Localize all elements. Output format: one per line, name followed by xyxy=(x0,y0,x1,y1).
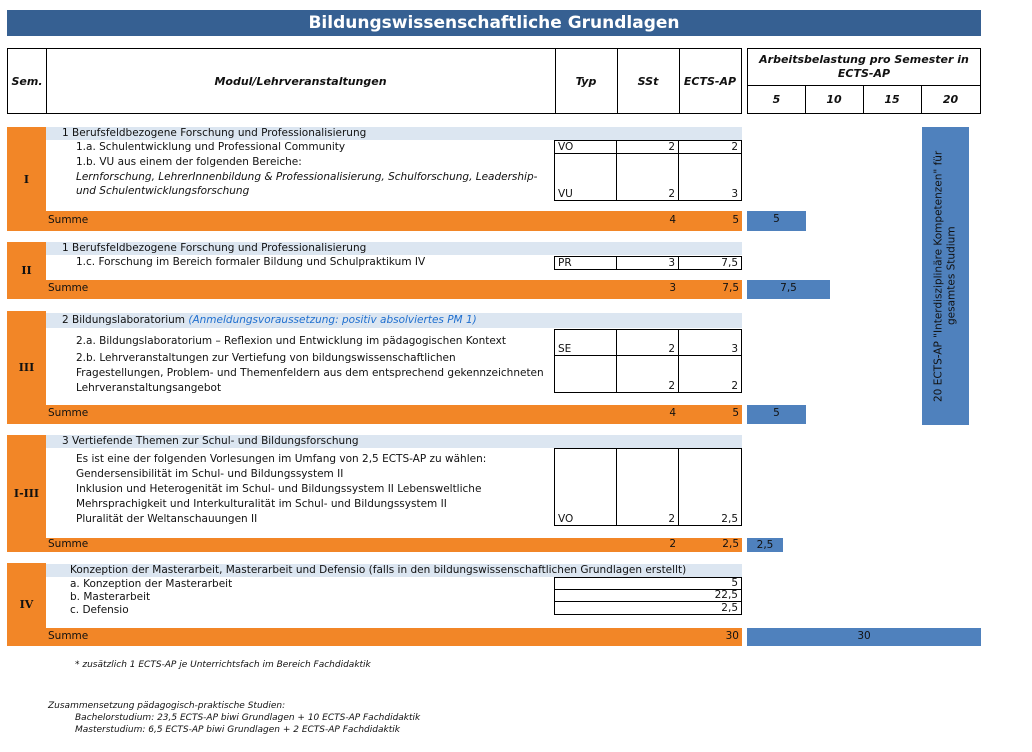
sum-label: Summe xyxy=(48,282,89,294)
course-intro: Es ist eine der folgenden Vorlesungen im Umfang von 2,5 ECTS-AP zu wählen: xyxy=(76,453,487,465)
ects-cell: 3 xyxy=(678,153,742,201)
module-title: 1 Berufsfeldbezogene Forschung und Professionalisierung xyxy=(46,242,742,255)
course-name: 1.a. Schulentwicklung und Professional Community xyxy=(76,141,346,153)
course-option: Pluralität der Weltanschauungen II xyxy=(76,513,258,525)
workload-bar: 7,5 xyxy=(747,280,830,299)
header-sst: SSt xyxy=(617,48,680,114)
footnote-composition-title: Zusammensetzung pädagogisch-praktische Studien: xyxy=(48,701,286,711)
sum-row xyxy=(46,538,742,552)
sum-sst: 3 xyxy=(669,282,676,294)
page-title: Bildungswissenschaftliche Grundlagen xyxy=(7,10,981,36)
module-title-text: 2 Bildungslaboratorium xyxy=(62,314,186,326)
sum-ects: 5 xyxy=(732,407,739,419)
sst-cell: 2 xyxy=(616,329,679,356)
sum-ects: 7,5 xyxy=(722,282,739,294)
ects-cell: 3 xyxy=(678,329,742,356)
module-title: 3 Vertiefende Themen zur Schul- und Bildungsforschung xyxy=(46,435,742,448)
sum-row xyxy=(46,280,742,299)
semester-label-II: II xyxy=(7,242,46,299)
header-workload-15: 15 xyxy=(863,85,922,114)
sum-ects: 30 xyxy=(725,630,739,642)
course-option: Mehrsprachigkeit und Interkulturalität im Schul- und Bildungssystem II xyxy=(76,498,447,510)
ects-cell: 2 xyxy=(678,140,742,154)
sum-row xyxy=(46,628,742,646)
sum-sst: 2 xyxy=(669,538,676,550)
header-typ: Typ xyxy=(555,48,618,114)
sum-row xyxy=(46,211,742,231)
ects-cell: 2 xyxy=(678,355,742,393)
sst-cell: 2 xyxy=(616,153,679,201)
typ-cell: SE xyxy=(554,329,617,356)
course-name: 1.b. VU aus einem der folgenden Bereiche: xyxy=(76,156,302,168)
module-title: 1 Berufsfeldbezogene Forschung und Professionalisierung xyxy=(46,127,742,140)
course-name: c. Defensio xyxy=(70,604,129,616)
sst-cell: 3 xyxy=(616,256,679,270)
workload-bar: 5 xyxy=(747,405,806,424)
sst-cell: 2 xyxy=(616,448,679,526)
sum-row xyxy=(46,405,742,424)
header-modul: Modul/Lehrveranstaltungen xyxy=(46,48,556,114)
sst-cell: 2 xyxy=(616,355,679,393)
semester-label-I-III: I-III xyxy=(7,435,46,552)
workload-bar: 5 xyxy=(747,211,806,231)
typ-cell: PR xyxy=(554,256,617,270)
course-name: b. Masterarbeit xyxy=(70,591,151,603)
module-title: Konzeption der Masterarbeit, Masterarbeit und Defensio (falls in den bildungswissenschaftlichen Grundlagen erstellt) xyxy=(46,564,742,577)
course-name: a. Konzeption der Masterarbeit xyxy=(70,578,233,590)
sum-ects: 2,5 xyxy=(722,538,739,550)
sum-label: Summe xyxy=(48,630,89,642)
footnote-bachelor: Bachelorstudium: 23,5 ECTS-AP biwi Grundlagen + 10 ECTS-AP Fachdidaktik xyxy=(75,713,421,723)
ects-cell: 22,5 xyxy=(554,589,742,602)
footnote-star: * zusätzlich 1 ECTS-AP je Unterrichtsfach im Bereich Fachdidaktik xyxy=(75,660,371,670)
course-name: 2.a. Bildungslaboratorium – Reflexion und Entwicklung im pädagogischen Kontext xyxy=(76,335,506,347)
sst-cell: 2 xyxy=(616,140,679,154)
sum-sst: 4 xyxy=(669,407,676,419)
typ-cell: VO xyxy=(554,140,617,154)
course-name: 2.b. Lehrveranstaltungen zur Vertiefung von bildungswissenschaftlichen xyxy=(76,352,456,364)
ects-cell: 5 xyxy=(554,577,742,590)
semester-label-III: III xyxy=(7,311,46,424)
sum-label: Summe xyxy=(48,407,89,419)
typ-cell: VO xyxy=(554,448,617,526)
typ-cell: VU xyxy=(554,153,617,201)
semester-label-I: I xyxy=(7,127,46,231)
module-prerequisite-note: (Anmeldungsvoraussetzung: positiv absolviertes PM 1) xyxy=(188,314,477,326)
ects-cell: 7,5 xyxy=(678,256,742,270)
sum-ects: 5 xyxy=(732,214,739,226)
typ-cell xyxy=(554,355,617,393)
course-name: 1.c. Forschung im Bereich formaler Bildung und Schulpraktikum IV xyxy=(76,256,426,268)
sum-label: Summe xyxy=(48,214,89,226)
footnote-master: Masterstudium: 6,5 ECTS-AP biwi Grundlagen + 2 ECTS-AP Fachdidaktik xyxy=(75,725,400,735)
header-workload-10: 10 xyxy=(805,85,864,114)
header-ects: ECTS-AP xyxy=(679,48,742,114)
header-workload-5: 5 xyxy=(747,85,806,114)
interdisciplinary-note xyxy=(922,127,969,425)
sum-label: Summe xyxy=(48,538,89,550)
course-name-cont: Fragestellungen, Problem- und Themenfeldern aus dem entsprechend gekennzeichneten xyxy=(76,367,544,379)
course-option: Inklusion und Heterogenität im Schul- und Bildungssystem II Lebensweltliche xyxy=(76,483,482,495)
module-title xyxy=(46,313,742,328)
ects-cell: 2,5 xyxy=(678,448,742,526)
workload-bar: 30 xyxy=(747,628,981,646)
course-option: Gendersensibilität im Schul- und Bildungssystem II xyxy=(76,468,344,480)
course-description: Lernforschung, LehrerInnenbildung & Professionalisierung, Schulforschung, Leadership- xyxy=(76,171,538,183)
workload-bar: 2,5 xyxy=(747,538,783,552)
course-description: und Schulentwicklungsforschung xyxy=(76,185,250,197)
header-workload-20: 20 xyxy=(921,85,981,114)
header-sem: Sem. xyxy=(7,48,47,114)
semester-label-IV: IV xyxy=(7,563,46,646)
header-workload-title: Arbeitsbelastung pro Semester in ECTS-AP xyxy=(747,48,981,86)
interdisciplinary-note-text: 20 ECTS-AP "Interdisziplinäre Kompetenzen" für gesamtes Studium xyxy=(932,150,958,402)
course-name-cont: Lehrveranstaltungsangebot xyxy=(76,382,222,394)
sum-sst: 4 xyxy=(669,214,676,226)
ects-cell: 2,5 xyxy=(554,601,742,615)
